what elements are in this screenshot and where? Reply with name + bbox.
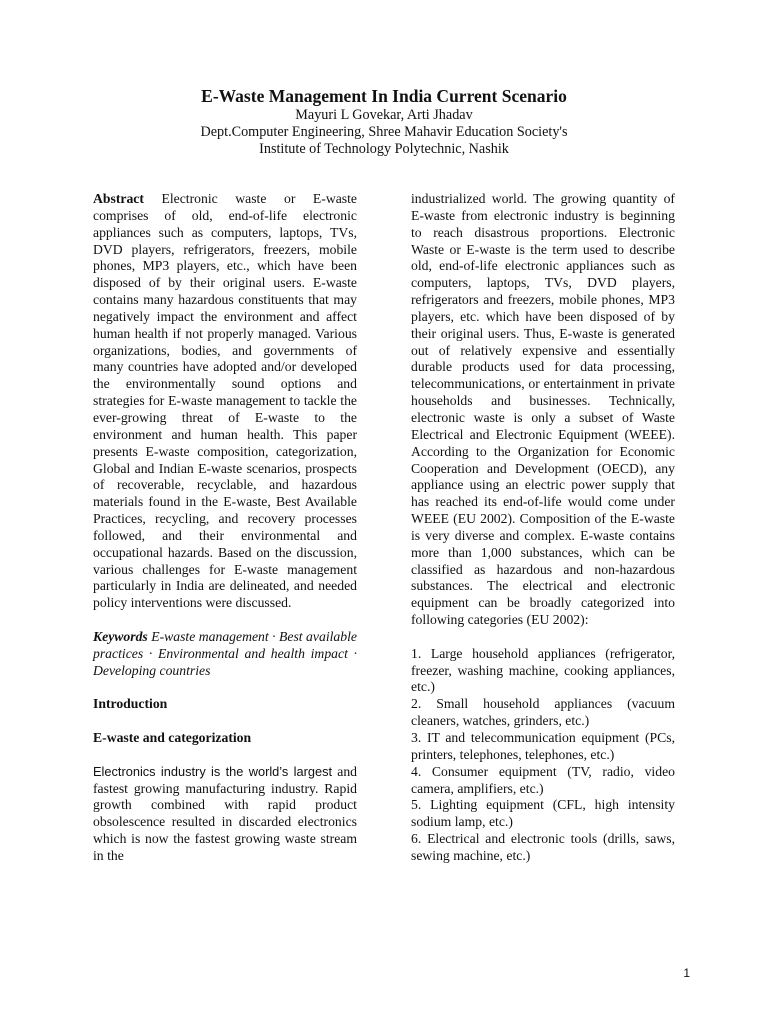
left-column — [93, 191, 357, 865]
paper-header — [0, 86, 768, 158]
intro-first-line: Electronics industry is the world’s largest — [93, 763, 333, 779]
keywords-paragraph — [93, 629, 357, 680]
abstract-label: Abstract — [93, 191, 144, 206]
keywords-label: Keywords — [93, 628, 148, 644]
section-heading-introduction: Introduction — [93, 696, 168, 712]
author-line: Mayuri L Govekar, Arti Jhadav — [295, 107, 473, 123]
list-item: 3. IT and telecommunication equipment (PCs, printers, telephones, telephones, etc.) — [411, 730, 675, 762]
list-item: 2. Small household appliances (vacuum cleaners, watches, grinders, etc.) — [411, 696, 675, 729]
section-heading-categorization: E-waste and categorization — [93, 730, 252, 745]
page-number: 1 — [683, 966, 690, 980]
affiliation-line: Institute of Technology Polytechnic, Nashik — [259, 141, 509, 157]
intro-text: and fastest growing manufacturing industry. Rapid growth combined with rapid product obsolescence resulted in discarded electronics which is now the fastest growing waste stream in the — [93, 763, 358, 863]
abstract-paragraph — [93, 191, 357, 612]
body-paragraph: industrialized world. The growing quantity of E-waste from electronic industry is beginning to reach disastrous proportions. Electronic Waste or E-waste is the term used to describe old, end-of-life electronic appliances such as computers, laptops, TVs, DVD players, refrigerators and freezers, mobile phones, MP3 players, etc. which have been disposed of by their original users. Thus, E-waste is generated out of relatively expensive and essentially durable products used for data processing, telecommunications, or entertainment in private households and businesses. Technically, electronic waste is only a subset of Waste Electrical and Electronic Equipment (WEEE). According to the Organization for Economic Cooperation and Development (OECD), any appliance using an electric power supply that has reached its end-of-life would come under WEEE (EU 2002). Composition of the E-waste is very diverse and complex. E-waste contains more than 1,000 substances, which can be classified as hazardous and non-hazardous substances. The electrical and electronic equipment can be broadly categorized into following categories (EU 2002): — [411, 191, 675, 628]
list-item: 1. Large household appliances (refrigerator, freezer, washing machine, cooking appliances, etc.) — [411, 645, 675, 695]
list-item: 5. Lighting equipment (CFL, high intensity sodium lamp, etc.) — [411, 797, 675, 830]
right-column — [411, 191, 675, 865]
keywords-text: E-waste management · Best available practices · Environmental and health impact · Developing countries — [93, 628, 357, 678]
list-item: 4. Consumer equipment (TV, radio, video camera, amplifiers, etc.) — [411, 763, 675, 796]
paper-title: E-Waste Management In India Current Scenario — [201, 86, 567, 106]
intro-paragraph — [93, 764, 357, 865]
affiliation-line: Dept.Computer Engineering, Shree Mahavir Education Society's — [200, 124, 568, 140]
list-item: 6. Electrical and electronic tools (drills, saws, sewing machine, etc.) — [411, 831, 675, 863]
abstract-text: Electronic waste or E-waste comprises of old, end-of-life electronic appliances such as computers, laptops, TVs, DVD players, refrigerators, freezers, mobile phones, MP3 players, etc., which have been disposed of by their original users. E-waste contains many hazardous constituents that may negatively impact the environment and affect human health if not properly managed. Various organizations, bodies, and governments of many countries have adopted and/or developed the environmentally sound options and strategies for E-waste management to tackle the ever-growing threat of E-waste to the environment and human health. This paper presents E-waste composition, categorization, Global and Indian E-waste scenarios, prospects of recoverable, recyclable, and hazardous materials found in the E-waste, Best Available Practices, recycling, and recovery processes followed, and their environmental and occupational hazards. Based on the discussion, various challenges for E-waste management particularly in India are delineated, and needed policy interventions were discussed. — [93, 191, 357, 611]
